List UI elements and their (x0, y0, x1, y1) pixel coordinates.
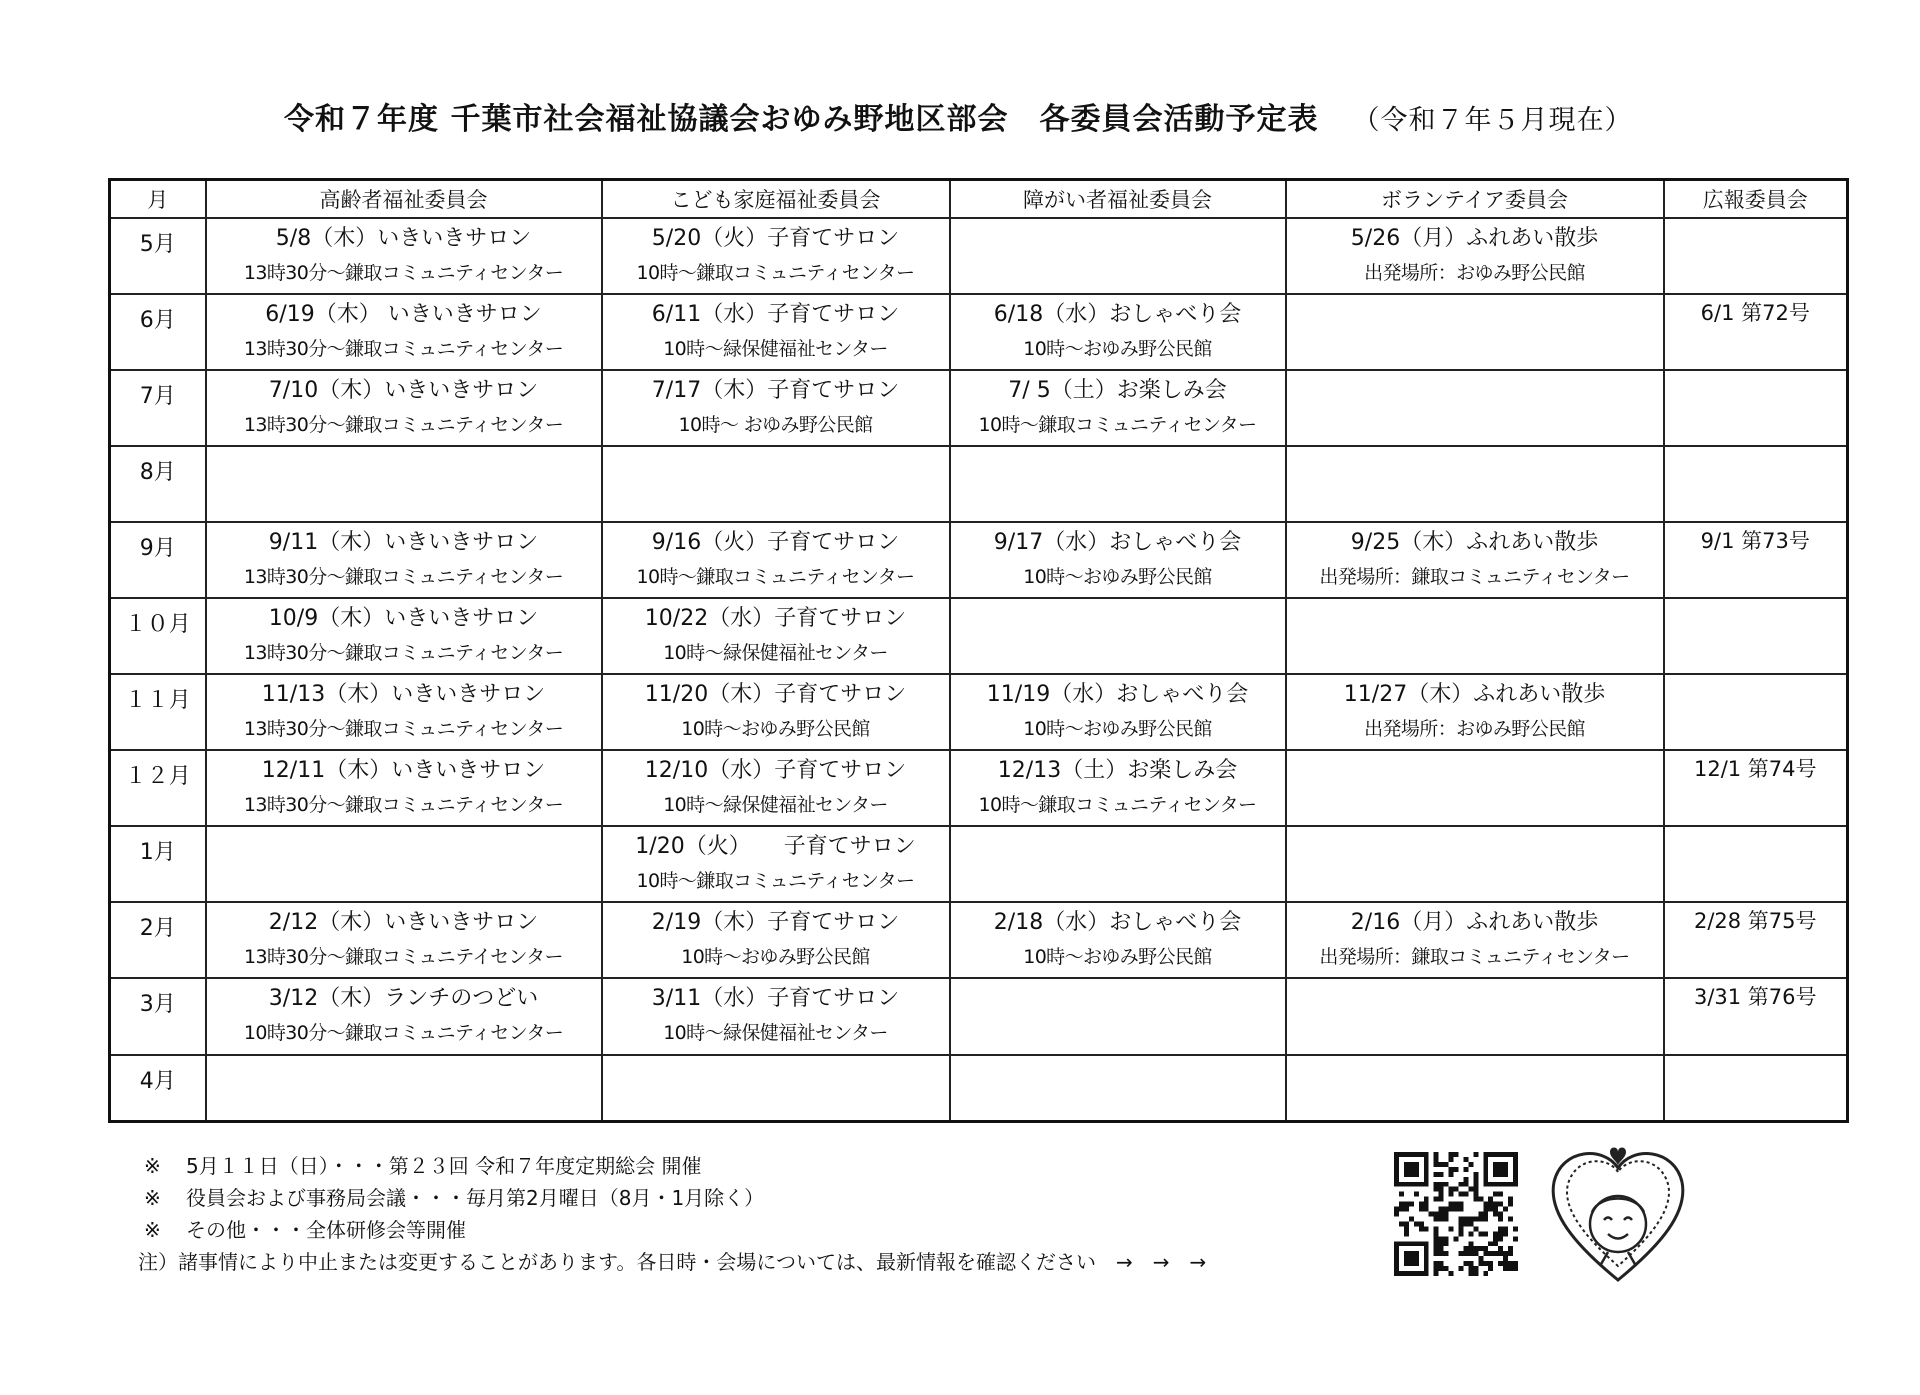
children-cell (602, 370, 950, 446)
newsletter-issue: 12/1 第74号 (1693, 757, 1817, 782)
note-text: その他・・・全体研修会等開催 (186, 1218, 466, 1242)
volunteer-cell (1286, 978, 1664, 1054)
event-detail: 13時30分～鎌取コミュニティセンター (243, 414, 564, 437)
children-cell (602, 446, 950, 522)
note-item (144, 1214, 1206, 1246)
month-cell: 6月 (110, 294, 206, 370)
event-detail: 出発場所：鎌取コミュニティセンター (1319, 566, 1630, 589)
header-children-committee: こども家庭福祉委員会 (602, 180, 950, 219)
event-title: 11/20（木）子育てサロン (644, 682, 907, 708)
event-detail: 10時～鎌取コミュニティセンター (636, 262, 915, 284)
event-detail: 13時30分～鎌取コミュニティセンター (243, 566, 564, 589)
children-cell (602, 978, 950, 1054)
elderly-cell (206, 978, 602, 1054)
event-title: 10/22（水）子育てサロン (644, 606, 907, 632)
event-detail: 13時30分～鎌取コミュニティセンター (243, 642, 564, 665)
children-cell (602, 826, 950, 902)
event-detail: 10時～おゆみ野公民館 (1023, 338, 1212, 361)
event-title: 9/16（火）子育てサロン (651, 530, 900, 556)
event-title: 2/19（木）子育てサロン (651, 910, 900, 936)
month-cell: 1月 (110, 826, 206, 902)
volunteer-cell (1286, 294, 1664, 370)
event-detail: 10時30分～鎌取コミュニティセンター (243, 1022, 564, 1045)
event-detail: 13時30分～鎌取コミュニティセンター (243, 338, 564, 361)
disability-cell (950, 1055, 1286, 1122)
event-detail: 10時～ おゆみ野公民館 (678, 414, 873, 437)
event-title: 7/ 5（土）お楽しみ会 (1008, 378, 1227, 404)
table-row (110, 750, 1848, 826)
volunteer-cell (1286, 522, 1664, 598)
table-row (110, 826, 1848, 902)
elderly-cell (206, 902, 602, 978)
event-detail: 13時30分～鎌取コミュニティセンター (243, 794, 564, 817)
newsletter-issue: 2/28 第75号 (1693, 909, 1817, 934)
header-elderly-committee: 高齢者福祉委員会 (206, 180, 602, 219)
table-row (110, 1055, 1848, 1122)
event-detail: 出発場所：鎌取コミュニティセンター (1319, 946, 1630, 969)
event-detail: 10時～おゆみ野公民館 (1023, 566, 1212, 589)
disability-cell (950, 902, 1286, 978)
table-row (110, 294, 1848, 370)
event-title: 3/12（木）ランチのつどい (268, 986, 539, 1012)
event-title: 1/20（火） 子育てサロン (635, 834, 916, 860)
children-cell (602, 674, 950, 750)
event-detail: 10時～鎌取コミュニティセンター (636, 566, 915, 589)
disability-cell (950, 446, 1286, 522)
event-detail: 10時～おゆみ野公民館 (1023, 946, 1212, 969)
event-title: 12/13（土）お楽しみ会 (997, 758, 1238, 784)
table-row (110, 446, 1848, 522)
pr-cell (1664, 294, 1848, 370)
header-disability-committee: 障がい者福祉委員会 (950, 180, 1286, 219)
event-detail: 10時～緑保健福祉センター (663, 794, 888, 817)
volunteer-cell (1286, 826, 1664, 902)
event-detail: 出発場所：おゆみ野公民館 (1364, 262, 1585, 284)
elderly-cell (206, 750, 602, 826)
pr-cell (1664, 598, 1848, 674)
header-pr-committee: 広報委員会 (1664, 180, 1848, 219)
event-title: 9/11（木）いきいきサロン (268, 530, 539, 556)
event-detail: 10時～緑保健福祉センター (663, 1022, 888, 1045)
note-item (144, 1182, 1206, 1214)
pr-cell (1664, 218, 1848, 294)
table-row (110, 522, 1848, 598)
event-title: 7/10（木）いきいきサロン (268, 378, 539, 404)
table-row (110, 674, 1848, 750)
month-cell: １０月 (110, 598, 206, 674)
header-volunteer-committee: ボランテイア委員会 (1286, 180, 1664, 219)
heart-mascot-icon (1544, 1142, 1692, 1286)
title-main: 令和７年度 千葉市社会福祉協議会おゆみ野地区部会 各委員会活動予定表 (284, 102, 1319, 137)
month-cell: 3月 (110, 978, 206, 1054)
volunteer-cell (1286, 370, 1664, 446)
note-text: 役員会および事務局会議・・・毎月第2月曜日（8月・1月除く） (186, 1186, 765, 1210)
event-detail: 13時30分～鎌取コミュニティセンター (243, 262, 564, 284)
month-cell: 9月 (110, 522, 206, 598)
elderly-cell (206, 294, 602, 370)
event-title: 2/12（木）いきいきサロン (268, 910, 539, 936)
page-title (284, 94, 1632, 138)
disability-cell (950, 750, 1286, 826)
newsletter-issue: 6/1 第72号 (1700, 301, 1810, 326)
event-title: 11/13（木）いきいきサロン (261, 682, 546, 708)
children-cell (602, 522, 950, 598)
pr-cell (1664, 370, 1848, 446)
disability-cell (950, 598, 1286, 674)
event-title: 12/10（水）子育てサロン (644, 758, 907, 784)
disability-cell (950, 294, 1286, 370)
month-cell: １２月 (110, 750, 206, 826)
event-title: 11/19（水）おしゃべり会 (986, 682, 1249, 708)
event-title: 6/18（水）おしゃべり会 (993, 302, 1242, 328)
event-title: 9/17（水）おしゃべり会 (993, 530, 1242, 556)
event-detail: 10時～おゆみ野公民館 (1023, 718, 1212, 741)
event-detail: 10時～鎌取コミュニティセンター (978, 794, 1257, 817)
newsletter-issue: 9/1 第73号 (1700, 529, 1810, 554)
month-cell: 4月 (110, 1055, 206, 1122)
volunteer-cell (1286, 218, 1664, 294)
volunteer-cell (1286, 598, 1664, 674)
schedule-table (108, 178, 1849, 1123)
note-item (144, 1150, 1206, 1182)
event-detail: 出発場所：おゆみ野公民館 (1364, 718, 1585, 741)
event-title: 5/8（木）いきいきサロン (275, 226, 532, 251)
note-text: 5月１１日（日）・・・第２３回 令和７年度定期総会 開催 (186, 1154, 702, 1178)
note-mark: ※ (144, 1186, 161, 1210)
note-mark: ※ (144, 1218, 161, 1242)
table-row (110, 902, 1848, 978)
event-detail: 10時～緑保健福祉センター (663, 642, 888, 665)
event-title: 11/27（木）ふれあい散歩 (1343, 682, 1606, 708)
event-detail: 13時30分～鎌取コミュニテイセンター (244, 946, 563, 969)
elderly-cell (206, 598, 602, 674)
month-cell: 8月 (110, 446, 206, 522)
schedule-body (110, 218, 1848, 1122)
event-title: 7/17（木）子育てサロン (651, 378, 900, 404)
event-detail: 10時～緑保健福祉センター (663, 338, 888, 361)
header-row (110, 180, 1848, 219)
volunteer-cell (1286, 750, 1664, 826)
table-row (110, 370, 1848, 446)
event-title: 2/18（水）おしゃべり会 (993, 910, 1242, 936)
event-detail: 10時～鎌取コミュニティセンター (978, 414, 1257, 437)
disability-cell (950, 218, 1286, 294)
disability-cell (950, 978, 1286, 1054)
pr-cell (1664, 522, 1848, 598)
event-title: 5/20（火）子育てサロン (651, 226, 900, 251)
volunteer-cell (1286, 446, 1664, 522)
note-mark: ※ (144, 1154, 161, 1178)
children-cell (602, 218, 950, 294)
elderly-cell (206, 370, 602, 446)
volunteer-cell (1286, 674, 1664, 750)
pr-cell (1664, 902, 1848, 978)
elderly-cell (206, 1055, 602, 1122)
disclaimer-text: 注）諸事情により中止または変更することがあります。各日時・会場については、最新情報を確認ください → → → (138, 1250, 1207, 1274)
event-title: 3/11（水）子育てサロン (651, 986, 900, 1012)
pr-cell (1664, 750, 1848, 826)
header-month: 月 (110, 180, 206, 219)
table-row (110, 218, 1848, 294)
event-title: 2/16（月）ふれあい散歩 (1350, 910, 1599, 936)
month-cell: 7月 (110, 370, 206, 446)
volunteer-cell (1286, 1055, 1664, 1122)
event-title: 5/26（月）ふれあい散歩 (1350, 226, 1599, 251)
elderly-cell (206, 446, 602, 522)
children-cell (602, 750, 950, 826)
disability-cell (950, 674, 1286, 750)
event-title: 9/25（木）ふれあい散歩 (1350, 530, 1599, 556)
children-cell (602, 294, 950, 370)
month-cell: 2月 (110, 902, 206, 978)
event-title: 6/19（木） いきいきサロン (265, 302, 542, 328)
pr-cell (1664, 1055, 1848, 1122)
elderly-cell (206, 674, 602, 750)
table-row (110, 598, 1848, 674)
disability-cell (950, 826, 1286, 902)
event-title: 6/11（水）子育てサロン (651, 302, 900, 328)
newsletter-issue: 3/31 第76号 (1693, 985, 1817, 1010)
pr-cell (1664, 674, 1848, 750)
event-detail: 10時～鎌取コミュニティセンター (636, 870, 915, 893)
pr-cell (1664, 446, 1848, 522)
elderly-cell (206, 826, 602, 902)
pr-cell (1664, 826, 1848, 902)
children-cell (602, 598, 950, 674)
pr-cell (1664, 978, 1848, 1054)
title-as-of: （令和７年５月現在） (1352, 105, 1633, 136)
event-title: 10/9（木）いきいきサロン (268, 606, 539, 632)
month-cell: 5月 (110, 218, 206, 294)
event-detail: 13時30分～鎌取コミュニティセンター (243, 718, 564, 741)
table-row (110, 978, 1848, 1054)
elderly-cell (206, 522, 602, 598)
event-detail: 10時～おゆみ野公民館 (681, 718, 870, 741)
month-cell: １１月 (110, 674, 206, 750)
elderly-cell (206, 218, 602, 294)
children-cell (602, 1055, 950, 1122)
qr-code-icon[interactable] (1394, 1152, 1518, 1276)
event-title: 12/11（木）いきいきサロン (261, 758, 546, 784)
disability-cell (950, 522, 1286, 598)
notes-section (138, 1150, 1207, 1278)
volunteer-cell (1286, 902, 1664, 978)
disability-cell (950, 370, 1286, 446)
children-cell (602, 902, 950, 978)
event-detail: 10時～おゆみ野公民館 (681, 946, 870, 969)
